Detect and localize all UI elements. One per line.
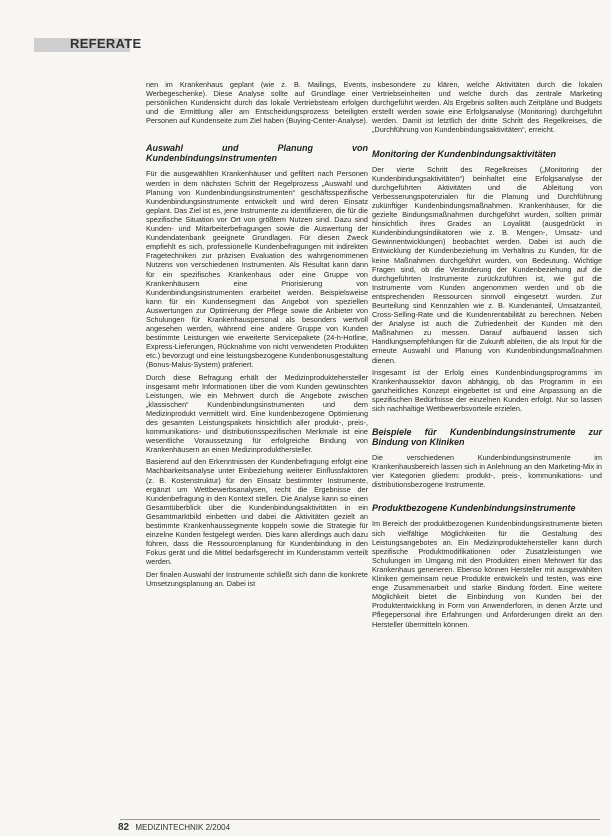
section-heading: Auswahl und Planung von Kundenbindungsinstrumenten [146, 143, 368, 164]
footer-rule [120, 819, 600, 820]
paragraph: Die verschiedenen Kundenbindungsinstrumente im Krankenhausbereich lassen sich in Anlehnung an den Marketing-Mix in vier Kategorien gliedern: produkt-, preis-, kommunikations- und distributionsbezogene Instrumente. [372, 453, 602, 490]
journal-name: MEDIZINTECHNIK 2/2004 [135, 823, 231, 832]
paragraph: Durch diese Befragung erhält der Medizinproduktehersteller insgesamt mehr Informationen über die vom Kunden gewünschten Leistungen, wie ein Mehrwert durch die Angebote zwischen „klassischen“ Kundenbindungsinstrumenten und dem Medizinprodukt vermittelt wird. Eine kundenbezogene Optimierung des gesamten Leistungspakets hinsichtlich aller produkt-, preis-, kommunikations- und distributionsspezifischen Merkmale ist eine wesentliche Voraussetzung für erfolgreiche Bindung von Krankenhäusern an einen Medizinprodukthersteller. [146, 372, 368, 455]
paragraph: Der vierte Schritt des Regelkreises („Monitoring der Kundenbindungsaktivitäten“) beinhaltet eine Erfolgsanalyse der durchgeführten Aktivitäten und die Ableitung von Verbesserungspotenzialen für die Planung und Durchführung zukünftiger Kundenbindungsmaßnahmen. Krankenhäuser, für die gezielte Bindungsmaßnahmen durchgeführt wurden, sollten primär hinsichtlich ihres Grades an Loyalität (ausgedrückt in Kundenbindungsindikatoren wie z. B. Mengen-, Umsatz- und Gewinnentwicklungen) beobachtet werden. Dabei ist auch die Entwicklung der Kundenbeziehung im Verhältnis zu Kunden, für die keine Maßnahmen durchgeführt wurden, von Bedeutung. Wichtige Fragen sind, ob die Veränderung der Kundenbeziehung auf die durchgeführten Instrumente zurückzuführen ist, wie gut die Instrumente vom Kunden angenommen werden und ob die entsprechenden Ressourcen sinnvoll eingesetzt wurden. Zur Beurteilung sind Kennzahlen wie z. B. Kundenanteil, Umsatzanteil, Cross-Selling-Rate und die Kundenrentabilität zu berechnen. Neben der Analyse ist auch die Zufriedenheit der Kunden mit den Maßnahmen zu messen. Darauf aufbauend lassen sich Handlungsempfehlungen für die Zukunft ableiten, die als Input für die erneute Auswahl und Planung von Kundenbindungsmaßnahmen dienen. [372, 164, 602, 365]
paragraph: Insgesamt ist der Erfolg eines Kundenbindungsprogramms im Krankenhaussektor davon abhängig, ob das Programm in ein ganzheitliches Konzept eingebettet ist und eine Anpassung an die spezifischen Bedürfnisse der einzelnen Kunden erfolgt. Nur so lassen sich nachhaltige Wettbewerbsvorteile erzielen. [372, 367, 602, 413]
page-number: 82 [118, 822, 130, 833]
page-footer [118, 822, 230, 833]
paragraph: insbesondere zu klären, welche Aktivitäten durch die lokalen Vertriebseinheiten und welche durch das zentrale Marketing durchgeführt werden. Als Ergebnis sollten auch Zeitpläne und Budgets erstellt werden sowie eine Erfolgsanalyse (Monitoring) durchgeführt werden. Damit ist letztlich der dritte Schritt des Regelkreises, die „Durchführung von Kundenbindungsaktivitäten“, erreicht. [372, 80, 602, 135]
right-column [372, 80, 602, 632]
section-title: REFERATE [70, 36, 142, 51]
section-heading: Beispiele für Kundenbindungsinstrumente zur Bindung von Kliniken [372, 427, 602, 448]
paragraph: Basierend auf den Erkenntnissen der Kundenbefragung erfolgt eine Machbarkeitsanalyse unter Einbeziehung weiterer Einflussfaktoren (z. B. Kostenstruktur) für den Einsatz bestimmter Instrumente, ergänzt um Wettbewerbsanalysen, recht die Ergebnisse der Kundenbefragung in den Kontext stellen. Die Analyse kann so einen Gesamtüberblick über die Kundenbindungsaktivitäten in ein Gesamtmarktbild einbetten und dabei die Aktivitäten gezielt an bestimmte Krankenhaussegmente koppeln sowie die Strategie für einzelne Kunden festgelegt werden. Dies kann allerdings auch dazu führen, dass die Ressourcenplanung für Kundenbindung in den Fokus gerät und die Mittel bedarfsgerecht im Kundenstamm verteilt werden. [146, 457, 368, 567]
section-heading: Produktbezogene Kundenbindungsinstrumente [372, 503, 576, 514]
paragraph: Im Bereich der produktbezogenen Kundenbindungsinstrumente bieten sich vielfältige Möglichkeiten für die Gestaltung des Leistungsangebotes an. Ein Medizinproduktehersteller kann durch spezifische Produktmodifikationen oder Zusatzleistungen wie Schulungen im Umgang mit den Produkten einen Mehrwert für das Krankenhaus generieren. Ebenso können Hersteller mit ausgewählten Kliniken gemeinsam neue Produkte entwickeln und testen, was eine enge Zusammenarbeit und starke Bindung fördert. Eine weitere Möglichkeit bietet die Einbindung von Kunden bei der Produktentwicklung in Form von Anwenderforen, in denen Ärzte und Pflegepersonal ihre Erfahrungen und Anforderungen direkt an den Hersteller übermitteln können. [372, 519, 602, 629]
left-column [146, 80, 368, 591]
paragraph: Der finalen Auswahl der Instrumente schließt sich dann die konkrete Umsetzungsplanung an. Dabei ist [146, 569, 368, 588]
paragraph: nen im Krankenhaus geplant (wie z. B. Mailings, Events, Werbegeschenke). Diese Analyse sollte auf Grundlage einer persönlichen Kundensicht durch das lokale Vertriebsteam erfolgen und die Ermittlung aller am Entscheidungsprozess beteiligten Personen auf Kundenseite zum Ziel haben (Buying-Center-Analyse). [146, 80, 368, 126]
section-heading: Monitoring der Kundenbindungsaktivitäten [372, 148, 556, 159]
paragraph: Für die ausgewählten Krankenhäuser und gefiltert nach Personen werden in dem nächsten Schritt der Regelprozess „Auswahl und Planung von Kundenbindungsinstrumenten“ geschäftsspezifische Kundenbindungsinstrumente entwickelt und wird deren Einsatz geplant. Das Ziel ist es, jene Instrumente zu identifizieren, die für die spezifische Situation vor Ort von größtem Nutzen sind. Dazu sind Kunden- und Mitarbeiterbefragungen sowie die Auswertung der Kundendatenbank geeignete Grundlagen. Für diesen Zweck empfiehlt es sich, professionelle Kundenbefragungen mit indirekten Fragetechniken zur präzisen Evaluation des wahrgenommenen Nutzens von verschiedenen Instrumenten. Als Resultat kann dann für ein spezifisches Krankenhaus oder eine Gruppe von Krankenhäusern eine Priorisierung von Kundenbindungsinstrumenten erarbeitet werden. Beispielsweise kann für ein Kundensegment das Angebot von speziellen Auswertungen zur Optimierung der Pflege sowie die Anbieter von Schulungen für Krankenhauspersonal als besonders wertvoll angesehen werden, während eine andere Gruppe von Kunden bestimmte Leistungen wie erweiterte Servicepakete (24-h-Hotline, Express-Lieferungen, Rücknahme von nicht verwendeten Produkten etc.) bevorzugt und eine leistungsbezogene Kundenbonusgestaltung (Bonus-Malus-System) präferiert. [146, 169, 368, 370]
